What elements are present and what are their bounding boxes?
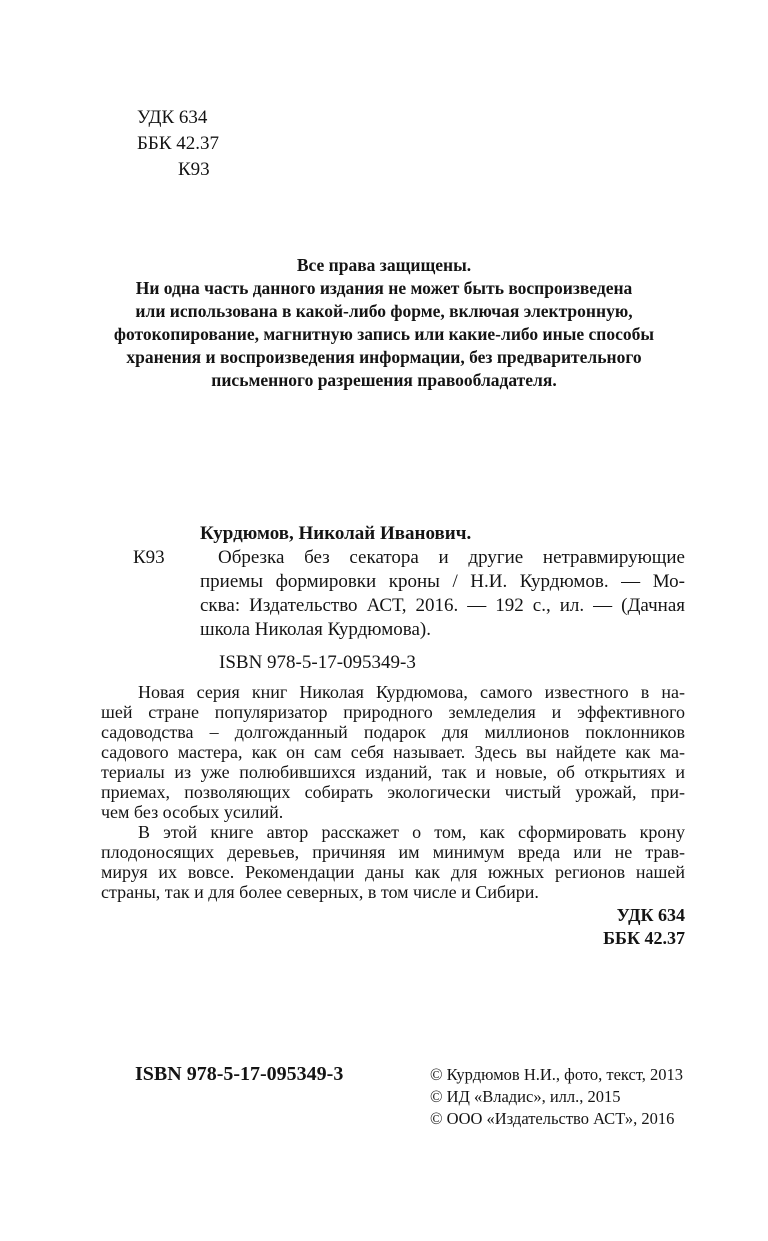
bottom-catalog-codes	[603, 904, 685, 950]
catalog-description-line: приемы формировки кроны / Н.И. Курдюмов. — Мо-	[200, 571, 685, 592]
rights-notice	[0, 254, 768, 392]
bbk-code: ББК 42.37	[137, 133, 219, 154]
annotation	[101, 682, 685, 902]
catalog-description-line: сква: Издательство АСТ, 2016. — 192 с., ил. — (Дачная	[200, 595, 685, 616]
footer-isbn: ISBN 978-5-17-095349-3	[135, 1063, 344, 1085]
rights-notice-line: Ни одна часть данного издания не может быть воспроизведена	[135, 278, 633, 298]
catalog-entry	[133, 522, 685, 675]
annotation-line: страны, так и для более северных, в том числе и Сибири.	[101, 882, 539, 902]
annotation-line: садоводства – долгожданный подарок для миллионов поклонников	[101, 722, 685, 742]
rights-notice-line: письменного разрешения правообладателя.	[211, 370, 557, 390]
udk-code-bottom: УДК 634	[616, 905, 685, 925]
annotation-line: приемах, позволяющих собирать экологически чистый урожай, при-	[101, 782, 685, 802]
annotation-line: Новая серия книг Николая Курдюмова, самого известного в на-	[138, 682, 685, 702]
catalog-author: Курдюмов, Николай Иванович.	[200, 523, 472, 544]
rights-notice-line: или использована в какой-либо форме, включая электронную,	[135, 301, 633, 321]
top-catalog-codes	[137, 105, 219, 183]
annotation-line: В этой книге автор расскажет о том, как сформировать крону	[138, 822, 685, 842]
author-sign-code: К93	[178, 159, 210, 180]
annotation-line: чем без особых усилий.	[101, 802, 284, 822]
footer-copyrights	[430, 1064, 683, 1130]
rights-notice-line: хранения и воспроизведения информации, без предварительного	[126, 347, 642, 367]
annotation-line: плодоносящих деревьев, причиняя им минимум вреда или не трав-	[101, 842, 685, 862]
catalog-description-line: Обрезка без секатора и другие нетравмирующие	[218, 547, 685, 568]
rights-notice-line: Все права защищены.	[296, 255, 472, 275]
rights-notice-line: фотокопирование, магнитную запись или какие-либо иные способы	[113, 324, 655, 344]
annotation-line: териалы из уже полюбившихся изданий, так и новые, об открытиях и	[101, 762, 685, 782]
copyright-line: © ИД «Владис», илл., 2015	[430, 1087, 621, 1106]
annotation-line: шей стране популяризатор природного земледелия и эффективного	[101, 702, 685, 722]
copyright-line: © Курдюмов Н.И., фото, текст, 2013	[430, 1065, 684, 1084]
catalog-entry-code: К93	[133, 547, 165, 568]
annotation-line: мируя их вовсе. Рекомендации даны как для южных регионов нашей	[101, 862, 685, 882]
copyright-line: © ООО «Издательство АСТ», 2016	[430, 1109, 675, 1128]
catalog-description-line: школа Николая Курдюмова).	[200, 619, 431, 640]
udk-code: УДК 634	[137, 107, 208, 128]
bbk-code-bottom: ББК 42.37	[603, 928, 685, 948]
annotation-line: садового мастера, как он сам себя называет. Здесь вы найдете как ма-	[101, 742, 685, 762]
catalog-isbn: ISBN 978-5-17-095349-3	[219, 652, 416, 673]
